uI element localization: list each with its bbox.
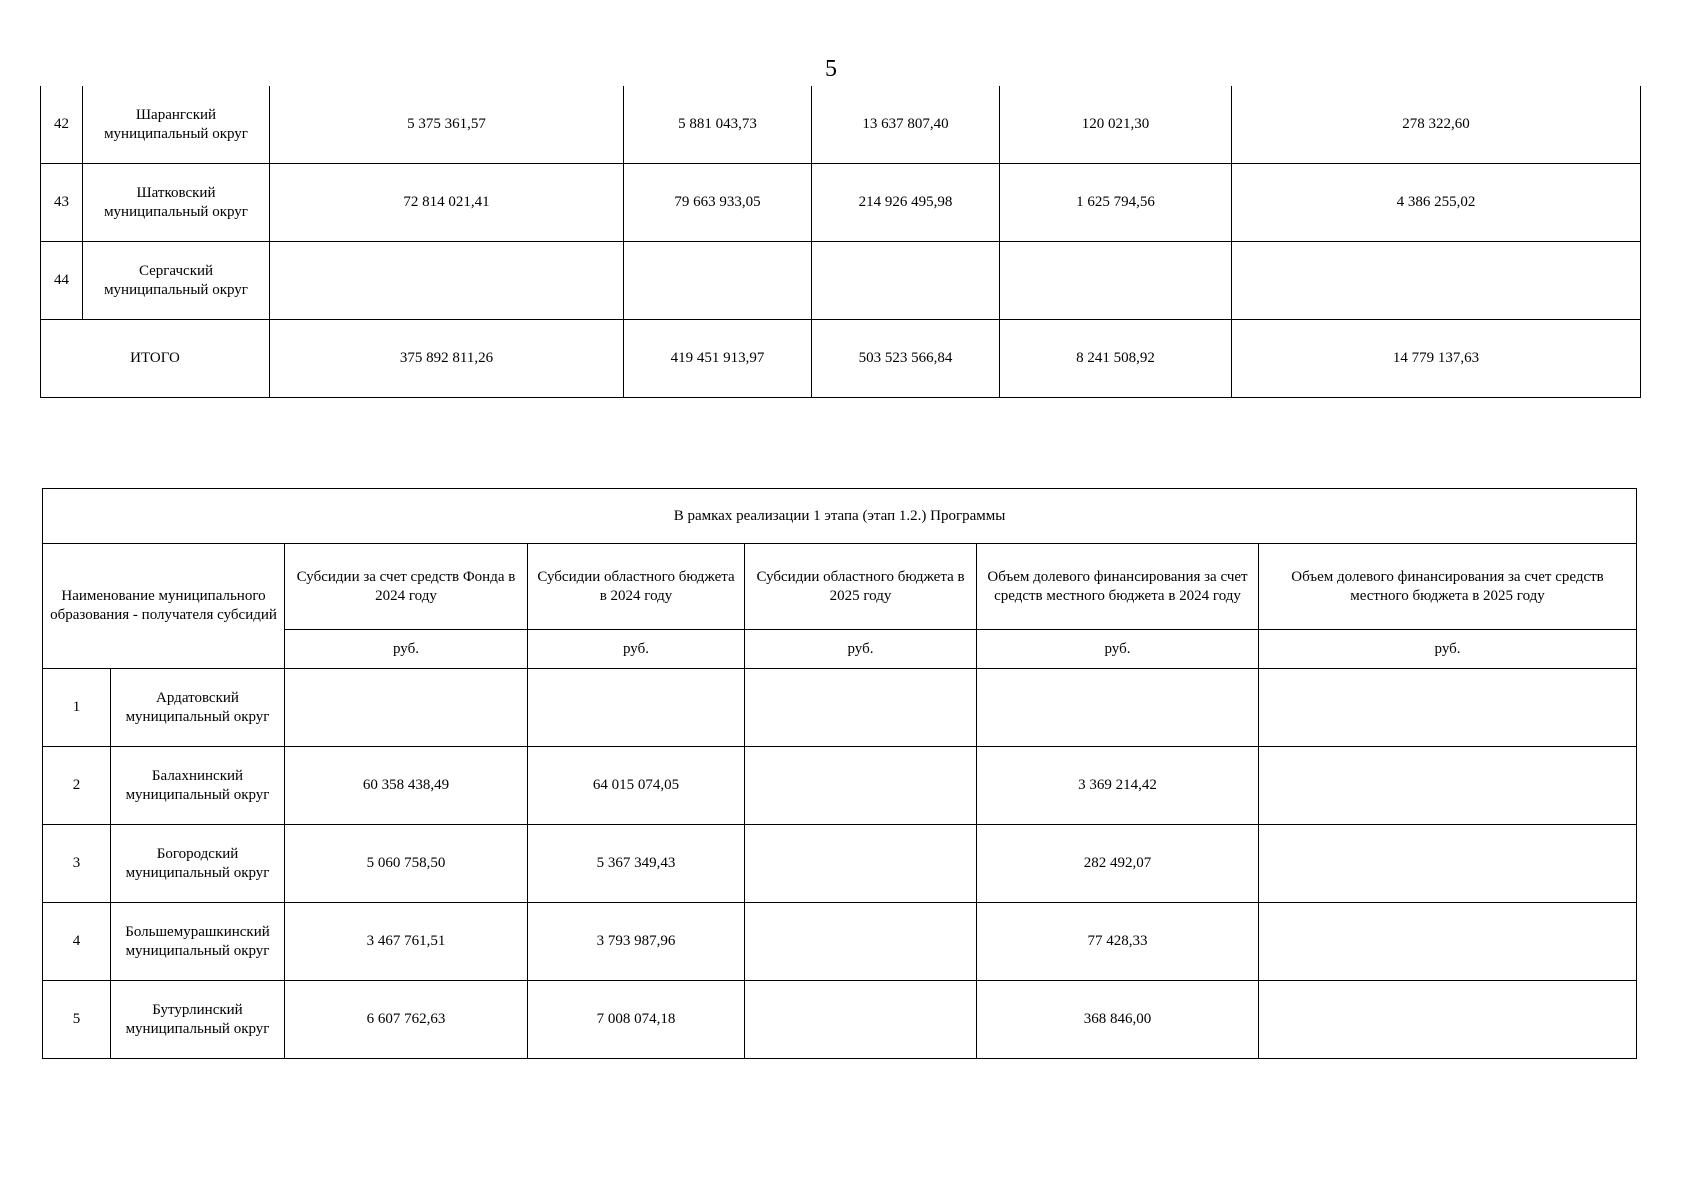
- header-regional-2025: Субсидии областного бюджета в 2025 году: [745, 544, 977, 630]
- header-fund-2024: Субсидии за счет средств Фонда в 2024 году: [285, 544, 528, 630]
- cell-fund-2024: [270, 242, 624, 320]
- cell-local-2025: 4 386 255,02: [1232, 164, 1641, 242]
- cell-fund-2024: 5 375 361,57: [270, 86, 624, 164]
- table-row: [41, 242, 1641, 320]
- subsidy-table-stage-1-2: [42, 488, 1637, 1059]
- cell-local-2024: 1 625 794,56: [1000, 164, 1232, 242]
- header-row: [43, 544, 1637, 630]
- cell-local-2024: 282 492,07: [977, 825, 1259, 903]
- cell-regional-2024: 7 008 074,18: [528, 981, 745, 1059]
- total-label: ИТОГО: [41, 320, 270, 398]
- unit-fund-2024: руб.: [285, 630, 528, 669]
- row-number: 43: [41, 164, 83, 242]
- table-row: [41, 86, 1641, 164]
- cell-regional-2025: [745, 747, 977, 825]
- unit-local-2025: руб.: [1259, 630, 1637, 669]
- cell-regional-2024: [624, 242, 812, 320]
- municipality-name: Богородский муниципальный округ: [111, 825, 285, 903]
- cell-regional-2024: 5 367 349,43: [528, 825, 745, 903]
- cell-fund-2024: [285, 669, 528, 747]
- row-number: 42: [41, 86, 83, 164]
- municipality-name: Балахнинский муниципальный округ: [111, 747, 285, 825]
- unit-regional-2024: руб.: [528, 630, 745, 669]
- table-row: [43, 669, 1637, 747]
- cell-regional-2025: [812, 242, 1000, 320]
- row-number: 5: [43, 981, 111, 1059]
- row-number: 44: [41, 242, 83, 320]
- table-row: [41, 164, 1641, 242]
- table-row: [43, 981, 1637, 1059]
- total-local-2025: 14 779 137,63: [1232, 320, 1641, 398]
- cell-regional-2025: [745, 981, 977, 1059]
- cell-regional-2024: 5 881 043,73: [624, 86, 812, 164]
- municipality-name: Ардатовский муниципальный округ: [111, 669, 285, 747]
- total-local-2024: 8 241 508,92: [1000, 320, 1232, 398]
- subsidy-table-continued: [40, 86, 1641, 398]
- cell-local-2025: [1259, 747, 1637, 825]
- municipality-name: Большемурашкинский муниципальный округ: [111, 903, 285, 981]
- municipality-name: Сергачский муниципальный округ: [83, 242, 270, 320]
- header-local-2024: Объем долевого финансирования за счет средств местного бюджета в 2024 году: [977, 544, 1259, 630]
- municipality-name: Шарангский муниципальный округ: [83, 86, 270, 164]
- cell-local-2024: 368 846,00: [977, 981, 1259, 1059]
- cell-regional-2024: 3 793 987,96: [528, 903, 745, 981]
- page-number: 5: [825, 56, 837, 82]
- cell-local-2024: 3 369 214,42: [977, 747, 1259, 825]
- table-row: [43, 903, 1637, 981]
- cell-local-2025: [1259, 825, 1637, 903]
- row-number: 3: [43, 825, 111, 903]
- cell-regional-2024: 64 015 074,05: [528, 747, 745, 825]
- cell-local-2024: 120 021,30: [1000, 86, 1232, 164]
- table-row: [43, 825, 1637, 903]
- cell-local-2024: 77 428,33: [977, 903, 1259, 981]
- cell-local-2024: [1000, 242, 1232, 320]
- cell-fund-2024: 5 060 758,50: [285, 825, 528, 903]
- cell-regional-2025: [745, 825, 977, 903]
- cell-local-2025: [1259, 669, 1637, 747]
- municipality-name: Шатковский муниципальный округ: [83, 164, 270, 242]
- cell-fund-2024: 60 358 438,49: [285, 747, 528, 825]
- table-row: [43, 747, 1637, 825]
- total-row: [41, 320, 1641, 398]
- row-number: 4: [43, 903, 111, 981]
- cell-local-2025: [1259, 903, 1637, 981]
- header-regional-2024: Субсидии областного бюджета в 2024 году: [528, 544, 745, 630]
- header-municipality: Наименование муниципального образования - получателя субсидий: [43, 544, 285, 669]
- header-local-2025: Объем долевого финансирования за счет средств местного бюджета в 2025 году: [1259, 544, 1637, 630]
- cell-local-2024: [977, 669, 1259, 747]
- table-title-row: [43, 489, 1637, 544]
- cell-fund-2024: 72 814 021,41: [270, 164, 624, 242]
- cell-regional-2025: [745, 669, 977, 747]
- cell-regional-2025: [745, 903, 977, 981]
- cell-fund-2024: 3 467 761,51: [285, 903, 528, 981]
- cell-fund-2024: 6 607 762,63: [285, 981, 528, 1059]
- cell-regional-2024: 79 663 933,05: [624, 164, 812, 242]
- total-regional-2025: 503 523 566,84: [812, 320, 1000, 398]
- row-number: 2: [43, 747, 111, 825]
- cell-regional-2025: 13 637 807,40: [812, 86, 1000, 164]
- cell-local-2025: 278 322,60: [1232, 86, 1641, 164]
- cell-local-2025: [1232, 242, 1641, 320]
- total-regional-2024: 419 451 913,97: [624, 320, 812, 398]
- municipality-name: Бутурлинский муниципальный округ: [111, 981, 285, 1059]
- cell-regional-2024: [528, 669, 745, 747]
- cell-local-2025: [1259, 981, 1637, 1059]
- row-number: 1: [43, 669, 111, 747]
- unit-regional-2025: руб.: [745, 630, 977, 669]
- unit-local-2024: руб.: [977, 630, 1259, 669]
- table-title: В рамках реализации 1 этапа (этап 1.2.) Программы: [43, 489, 1637, 544]
- cell-regional-2025: 214 926 495,98: [812, 164, 1000, 242]
- total-fund-2024: 375 892 811,26: [270, 320, 624, 398]
